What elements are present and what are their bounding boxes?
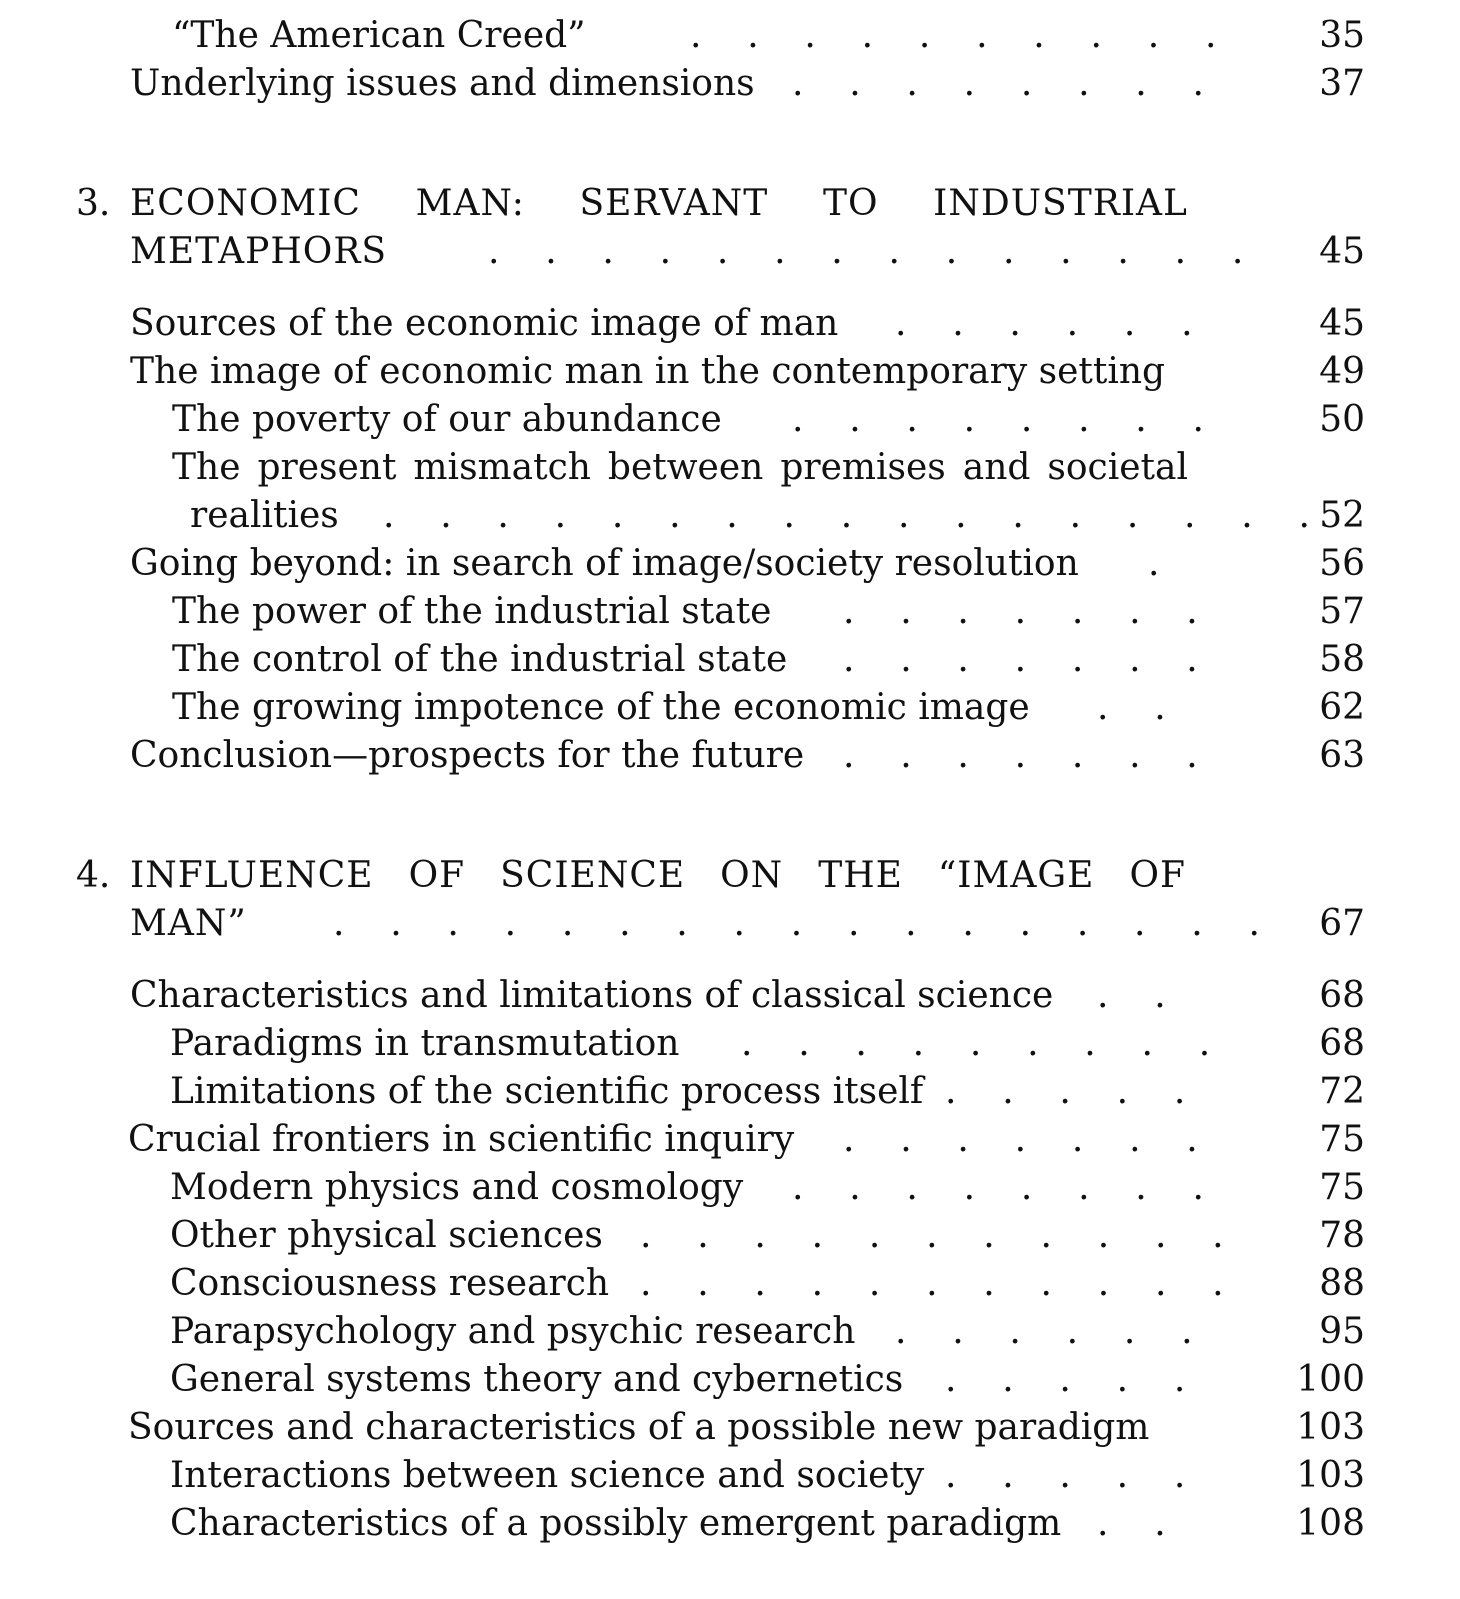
entry-page-number: 50 xyxy=(1319,399,1365,440)
entry-page-number: 68 xyxy=(1319,975,1365,1016)
toc-entry-multiline xyxy=(172,444,1188,492)
entry-title: Interactions between science and society xyxy=(170,1455,925,1496)
entry-word: and xyxy=(962,447,1031,488)
heading-word: ON xyxy=(720,855,784,896)
dot-leaders: . . . . . xyxy=(945,1359,1186,1400)
entry-title: Characteristics and limitations of classical science xyxy=(130,975,1054,1016)
heading-word: INDUSTRIAL xyxy=(933,183,1188,224)
entry-page-number: 95 xyxy=(1319,1311,1365,1352)
entry-page-number: 75 xyxy=(1319,1167,1365,1208)
entry-page-number: 63 xyxy=(1319,735,1365,776)
entry-page-number: 58 xyxy=(1319,639,1365,680)
entry-page-number: 49 xyxy=(1319,351,1365,392)
entry-page-number: 103 xyxy=(1296,1455,1365,1496)
entry-title: Going beyond: in search of image/society resolution xyxy=(130,543,1079,584)
entry-title: The poverty of our abundance xyxy=(172,399,722,440)
dot-leaders: . . . . . . . . xyxy=(792,399,1204,440)
dot-leaders: . . xyxy=(1097,687,1166,728)
heading-word: THE xyxy=(818,855,903,896)
dot-leaders: . . . . . . . . . . . . . . . . . xyxy=(383,495,1310,536)
dot-leaders: . . . . . . . xyxy=(843,1119,1198,1160)
entry-page-number: 103 xyxy=(1296,1407,1365,1448)
entry-page-number: 56 xyxy=(1319,543,1365,584)
dot-leaders: . . xyxy=(1097,975,1166,1016)
entry-page-number: 57 xyxy=(1319,591,1365,632)
entry-page-number: 88 xyxy=(1319,1263,1365,1304)
toc-entry xyxy=(170,1356,903,1404)
dot-leaders: . . . . . . . xyxy=(843,639,1198,680)
entry-title: Parapsychology and psychic research xyxy=(170,1311,856,1352)
entry-title: Other physical sciences xyxy=(170,1215,603,1256)
entry-page-number: 68 xyxy=(1319,1023,1365,1064)
entry-title: Paradigms in transmutation xyxy=(170,1023,680,1064)
toc-entry xyxy=(172,684,1030,732)
chapter-heading-continued: MAN” xyxy=(130,903,247,944)
toc-entry xyxy=(170,1500,1061,1548)
heading-word: OF xyxy=(1129,855,1186,896)
entry-title: The control of the industrial state xyxy=(172,639,788,680)
toc-entry xyxy=(130,540,1079,588)
dot-leaders: . . . . . . . . . . . . . . xyxy=(488,231,1244,272)
toc-entry xyxy=(128,1116,794,1164)
toc-entry xyxy=(170,1164,743,1212)
entry-word: between xyxy=(607,447,764,488)
dot-leaders: . . . . . . . xyxy=(843,591,1198,632)
dot-leaders: . . xyxy=(1097,1503,1166,1544)
dot-leaders: . . . . . . . . . . . . . . . . . xyxy=(333,903,1260,944)
entry-title: Conclusion—prospects for the future xyxy=(130,735,805,776)
heading-word: MAN: xyxy=(415,183,525,224)
toc-entry xyxy=(170,1212,603,1260)
entry-title: The image of economic man in the contemporary setting xyxy=(130,351,1166,392)
toc-entry xyxy=(130,732,804,780)
entry-title: “The American Creed” xyxy=(172,15,586,56)
entry-page-number: 75 xyxy=(1319,1119,1365,1160)
dot-leaders: . . . . . . . . xyxy=(792,1167,1204,1208)
entry-page-number: 62 xyxy=(1319,687,1365,728)
heading-word: INFLUENCE xyxy=(130,855,374,896)
dot-leaders: . . . . . . . . . . . xyxy=(640,1215,1224,1256)
dot-leaders: . . . . . . xyxy=(895,303,1193,344)
entry-title: General systems theory and cybernetics xyxy=(170,1359,904,1400)
toc-entry xyxy=(170,1308,855,1356)
toc-entry xyxy=(170,1452,924,1500)
dot-leaders: . . . . . xyxy=(945,1071,1186,1112)
heading-word: ECONOMIC xyxy=(130,183,361,224)
dot-leaders: . . . . . . . . xyxy=(792,63,1204,104)
heading-word: SCIENCE xyxy=(500,855,686,896)
entry-title: Crucial frontiers in scientific inquiry xyxy=(128,1119,795,1160)
chapter-heading xyxy=(130,852,1186,900)
toc-entry xyxy=(172,588,771,636)
heading-word: OF xyxy=(408,855,466,896)
toc-entry xyxy=(130,348,1165,396)
entry-title: Underlying issues and dimensions xyxy=(130,63,755,104)
entry-title: Sources and characteristics of a possible new paradigm xyxy=(128,1407,1150,1448)
chapter-number: 3. xyxy=(76,183,111,224)
dot-leaders: . . . . . xyxy=(945,1455,1186,1496)
entry-word: societal xyxy=(1047,447,1188,488)
entry-page-number: 72 xyxy=(1319,1071,1365,1112)
toc-entry xyxy=(172,396,722,444)
chapter-number: 4. xyxy=(76,855,111,896)
toc-entry xyxy=(130,972,1053,1020)
heading-word: “IMAGE xyxy=(937,855,1095,896)
dot-leaders: . . . . . . . xyxy=(843,735,1198,776)
entry-title: Consciousness research xyxy=(170,1263,610,1304)
chapter-page-number: 67 xyxy=(1319,903,1365,944)
entry-title: Modern physics and cosmology xyxy=(170,1167,744,1208)
entry-title: The growing impotence of the economic image xyxy=(172,687,1030,728)
entry-page-number: 35 xyxy=(1319,15,1365,56)
dot-leaders: . . . . . . . . . . . xyxy=(640,1263,1224,1304)
entry-page-number: 100 xyxy=(1296,1359,1365,1400)
chapter-heading-continued: METAPHORS xyxy=(130,231,388,272)
toc-entry xyxy=(170,1020,679,1068)
entry-title: The power of the industrial state xyxy=(172,591,772,632)
entry-page-number: 37 xyxy=(1319,63,1365,104)
entry-word: mismatch xyxy=(413,447,591,488)
entry-title-continued: realities xyxy=(190,495,339,536)
entry-title: Characteristics of a possibly emergent paradigm xyxy=(170,1503,1062,1544)
entry-word: The xyxy=(172,447,241,488)
entry-page-number: 78 xyxy=(1319,1215,1365,1256)
toc-entry xyxy=(128,1404,1149,1452)
entry-title: Limitations of the scientific process itself xyxy=(170,1071,924,1112)
entry-title: Sources of the economic image of man xyxy=(130,303,839,344)
entry-word: premises xyxy=(780,447,946,488)
entry-page-number: 45 xyxy=(1319,303,1365,344)
entry-page-number: 108 xyxy=(1296,1503,1365,1544)
heading-word: SERVANT xyxy=(579,183,769,224)
toc-entry xyxy=(170,1068,923,1116)
toc-entry xyxy=(130,60,755,108)
entry-page-number: 52 xyxy=(1319,495,1365,536)
toc-entry xyxy=(172,636,787,684)
entry-word: present xyxy=(257,447,397,488)
dot-leaders: . xyxy=(1148,543,1160,584)
dot-leaders: . . . . . . . . . xyxy=(741,1023,1211,1064)
toc-entry xyxy=(130,300,838,348)
heading-word: TO xyxy=(822,183,879,224)
toc-entry xyxy=(170,1260,609,1308)
dot-leaders: . . . . . . . . . . xyxy=(690,15,1217,56)
chapter-heading xyxy=(130,180,1188,228)
dot-leaders: . . . . . . xyxy=(895,1311,1193,1352)
toc-entry xyxy=(172,12,586,60)
chapter-page-number: 45 xyxy=(1319,231,1365,272)
